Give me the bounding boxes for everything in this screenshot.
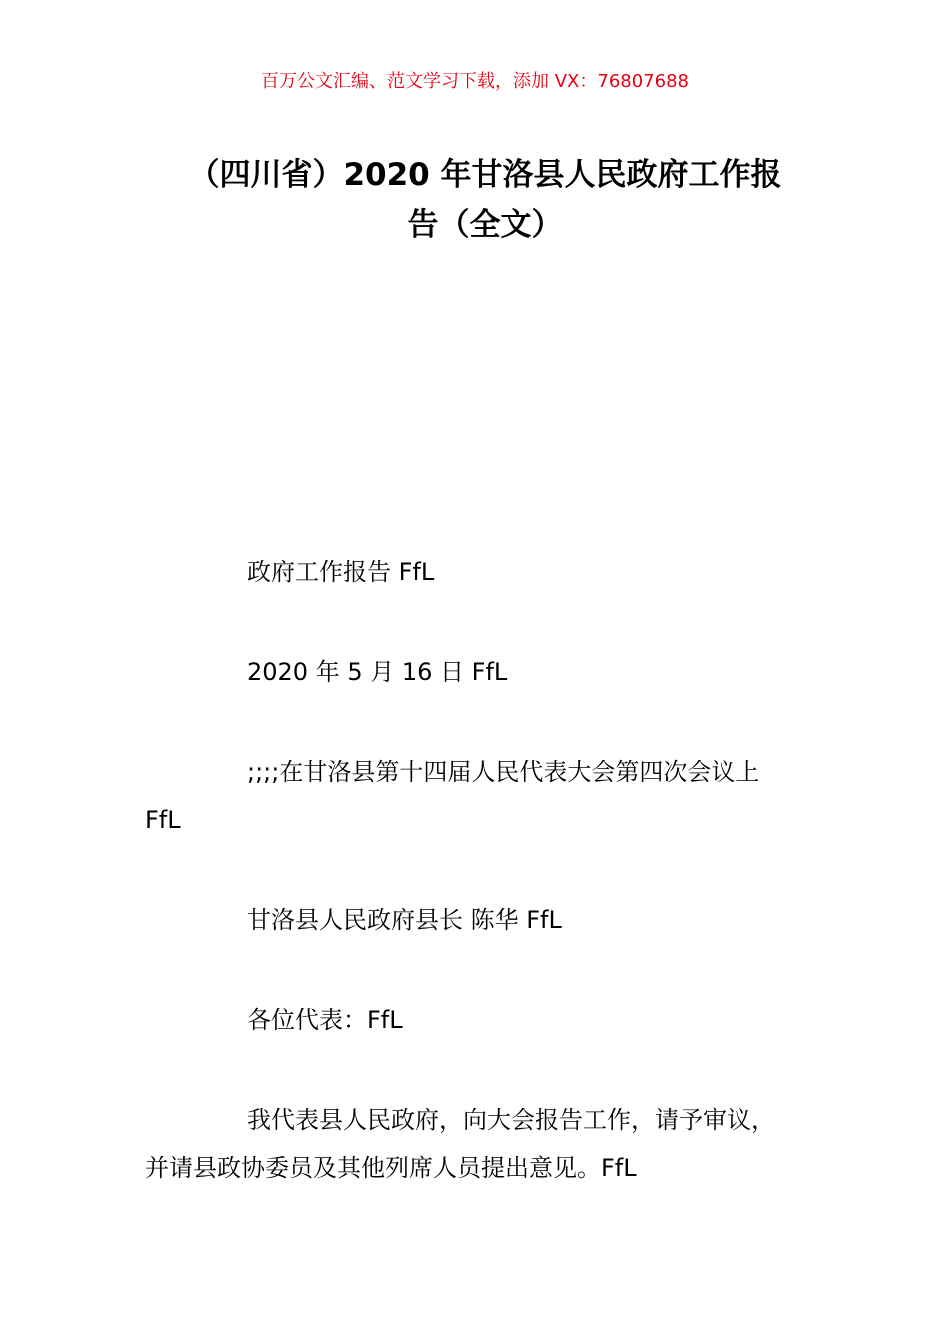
- header-watermark-note: 百万公文汇编、范文学习下载，添加 VX：76807688: [261, 71, 689, 92]
- speaker-paragraph: 甘洛县人民政府县长 陈华 FfL: [247, 906, 562, 934]
- document-title: [145, 150, 825, 250]
- body-paragraph-line-2: 并请县政协委员及其他列席人员提出意见。FfL: [145, 1154, 637, 1182]
- report-heading-paragraph: 政府工作报告 FfL: [247, 558, 435, 586]
- meeting-context-paragraph: ;;;;在甘洛县第十四届人民代表大会第四次会议上: [247, 758, 760, 786]
- document-title-line-2: 告（全文）: [407, 207, 563, 243]
- document-title-line-1: （四川省）2020 年甘洛县人民政府工作报: [188, 157, 782, 193]
- meeting-context-continuation: FfL: [145, 806, 181, 834]
- report-date-paragraph: 2020 年 5 月 16 日 FfL: [247, 658, 508, 686]
- salutation-paragraph: 各位代表：FfL: [247, 1006, 403, 1034]
- body-paragraph-line-1: 我代表县人民政府，向大会报告工作，请予审议，: [247, 1106, 775, 1134]
